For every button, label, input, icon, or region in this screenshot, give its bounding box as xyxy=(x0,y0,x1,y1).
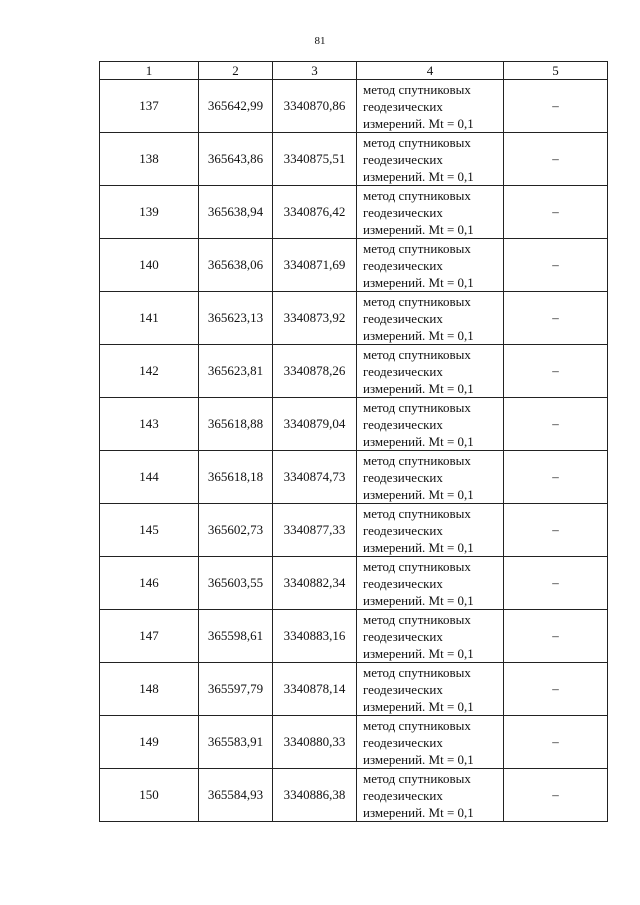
method-line-1: метод спутниковых xyxy=(363,134,471,150)
y-coordinate-cell: 3340883,16 xyxy=(273,610,357,663)
page-number: 81 xyxy=(314,35,326,47)
point-number-cell: 141 xyxy=(100,292,199,345)
note-cell: – xyxy=(504,398,608,451)
note-cell: – xyxy=(504,610,608,663)
y-coordinate-cell: 3340877,33 xyxy=(273,504,357,557)
header-cell-1: 1 xyxy=(100,62,199,80)
note-cell: – xyxy=(504,557,608,610)
y-coordinate-cell: 3340886,38 xyxy=(273,769,357,822)
method-line-1: метод спутниковых xyxy=(363,81,471,97)
method-line-2: геодезических xyxy=(363,363,443,379)
x-coordinate-cell: 365618,88 xyxy=(199,398,273,451)
table-row xyxy=(100,398,608,451)
table-body xyxy=(100,80,608,822)
header-cell-5: 5 xyxy=(504,62,608,80)
point-number-cell: 139 xyxy=(100,186,199,239)
x-coordinate-cell: 365638,94 xyxy=(199,186,273,239)
x-coordinate-cell: 365602,73 xyxy=(199,504,273,557)
method-cell xyxy=(357,186,504,239)
method-cell xyxy=(357,345,504,398)
method-line-3: измерений. Mt = 0,1 xyxy=(363,539,474,555)
method-line-3: измерений. Mt = 0,1 xyxy=(363,274,474,290)
table-row xyxy=(100,716,608,769)
note-cell: – xyxy=(504,80,608,133)
method-cell xyxy=(357,292,504,345)
point-number-cell: 147 xyxy=(100,610,199,663)
y-coordinate-cell: 3340875,51 xyxy=(273,133,357,186)
method-cell xyxy=(357,557,504,610)
method-line-2: геодезических xyxy=(363,310,443,326)
method-line-2: геодезических xyxy=(363,575,443,591)
point-number-cell: 144 xyxy=(100,451,199,504)
method-cell xyxy=(357,610,504,663)
table-row xyxy=(100,133,608,186)
point-number-cell: 143 xyxy=(100,398,199,451)
method-cell xyxy=(357,239,504,292)
note-cell: – xyxy=(504,345,608,398)
point-number-cell: 138 xyxy=(100,133,199,186)
x-coordinate-cell: 365583,91 xyxy=(199,716,273,769)
note-cell: – xyxy=(504,451,608,504)
method-line-2: геодезических xyxy=(363,416,443,432)
table-row xyxy=(100,557,608,610)
y-coordinate-cell: 3340870,86 xyxy=(273,80,357,133)
method-line-1: метод спутниковых xyxy=(363,558,471,574)
method-line-1: метод спутниковых xyxy=(363,240,471,256)
method-cell xyxy=(357,504,504,557)
method-line-2: геодезических xyxy=(363,628,443,644)
method-line-1: метод спутниковых xyxy=(363,664,471,680)
table-row xyxy=(100,610,608,663)
y-coordinate-cell: 3340878,14 xyxy=(273,663,357,716)
method-line-3: измерений. Mt = 0,1 xyxy=(363,380,474,396)
y-coordinate-cell: 3340876,42 xyxy=(273,186,357,239)
point-number-cell: 148 xyxy=(100,663,199,716)
method-line-3: измерений. Mt = 0,1 xyxy=(363,327,474,343)
method-line-2: геодезических xyxy=(363,469,443,485)
note-cell: – xyxy=(504,716,608,769)
method-line-1: метод спутниковых xyxy=(363,770,471,786)
method-line-1: метод спутниковых xyxy=(363,611,471,627)
note-cell: – xyxy=(504,239,608,292)
table-row xyxy=(100,186,608,239)
method-line-2: геодезических xyxy=(363,98,443,114)
table-row xyxy=(100,239,608,292)
point-number-cell: 150 xyxy=(100,769,199,822)
method-line-3: измерений. Mt = 0,1 xyxy=(363,751,474,767)
method-cell xyxy=(357,663,504,716)
method-cell xyxy=(357,451,504,504)
x-coordinate-cell: 365638,06 xyxy=(199,239,273,292)
header-cell-4: 4 xyxy=(357,62,504,80)
y-coordinate-cell: 3340882,34 xyxy=(273,557,357,610)
method-line-2: геодезических xyxy=(363,204,443,220)
method-line-3: измерений. Mt = 0,1 xyxy=(363,433,474,449)
table-row xyxy=(100,504,608,557)
method-cell xyxy=(357,133,504,186)
method-line-3: измерений. Mt = 0,1 xyxy=(363,592,474,608)
point-number-cell: 149 xyxy=(100,716,199,769)
table-row xyxy=(100,451,608,504)
x-coordinate-cell: 365618,18 xyxy=(199,451,273,504)
method-line-1: метод спутниковых xyxy=(363,187,471,203)
x-coordinate-cell: 365603,55 xyxy=(199,557,273,610)
x-coordinate-cell: 365597,79 xyxy=(199,663,273,716)
method-line-2: геодезических xyxy=(363,257,443,273)
method-cell xyxy=(357,769,504,822)
header-cell-3: 3 xyxy=(273,62,357,80)
point-number-cell: 145 xyxy=(100,504,199,557)
y-coordinate-cell: 3340878,26 xyxy=(273,345,357,398)
table-row xyxy=(100,345,608,398)
y-coordinate-cell: 3340879,04 xyxy=(273,398,357,451)
method-line-3: измерений. Mt = 0,1 xyxy=(363,221,474,237)
x-coordinate-cell: 365584,93 xyxy=(199,769,273,822)
x-coordinate-cell: 365623,81 xyxy=(199,345,273,398)
method-line-3: измерений. Mt = 0,1 xyxy=(363,698,474,714)
method-cell xyxy=(357,716,504,769)
point-number-cell: 146 xyxy=(100,557,199,610)
x-coordinate-cell: 365642,99 xyxy=(199,80,273,133)
note-cell: – xyxy=(504,504,608,557)
method-line-3: измерений. Mt = 0,1 xyxy=(363,115,474,131)
method-line-2: геодезических xyxy=(363,787,443,803)
point-number-cell: 142 xyxy=(100,345,199,398)
method-line-2: геодезических xyxy=(363,151,443,167)
method-line-3: измерений. Mt = 0,1 xyxy=(363,645,474,661)
note-cell: – xyxy=(504,663,608,716)
note-cell: – xyxy=(504,292,608,345)
method-line-2: геодезических xyxy=(363,734,443,750)
x-coordinate-cell: 365598,61 xyxy=(199,610,273,663)
table-row xyxy=(100,292,608,345)
method-line-1: метод спутниковых xyxy=(363,505,471,521)
y-coordinate-cell: 3340880,33 xyxy=(273,716,357,769)
coordinates-table xyxy=(99,61,608,822)
method-line-3: измерений. Mt = 0,1 xyxy=(363,486,474,502)
table-row xyxy=(100,769,608,822)
method-line-1: метод спутниковых xyxy=(363,717,471,733)
note-cell: – xyxy=(504,769,608,822)
table-row xyxy=(100,80,608,133)
method-line-2: геодезических xyxy=(363,522,443,538)
method-line-1: метод спутниковых xyxy=(363,452,471,468)
method-cell xyxy=(357,80,504,133)
method-line-1: метод спутниковых xyxy=(363,399,471,415)
method-cell xyxy=(357,398,504,451)
method-line-3: измерений. Mt = 0,1 xyxy=(363,168,474,184)
x-coordinate-cell: 365623,13 xyxy=(199,292,273,345)
method-line-1: метод спутниковых xyxy=(363,293,471,309)
x-coordinate-cell: 365643,86 xyxy=(199,133,273,186)
method-line-2: геодезических xyxy=(363,681,443,697)
y-coordinate-cell: 3340871,69 xyxy=(273,239,357,292)
point-number-cell: 140 xyxy=(100,239,199,292)
note-cell: – xyxy=(504,133,608,186)
table-row xyxy=(100,663,608,716)
note-cell: – xyxy=(504,186,608,239)
header-cell-2: 2 xyxy=(199,62,273,80)
y-coordinate-cell: 3340874,73 xyxy=(273,451,357,504)
method-line-3: измерений. Mt = 0,1 xyxy=(363,804,474,820)
point-number-cell: 137 xyxy=(100,80,199,133)
method-line-1: метод спутниковых xyxy=(363,346,471,362)
header-row xyxy=(100,62,608,80)
y-coordinate-cell: 3340873,92 xyxy=(273,292,357,345)
